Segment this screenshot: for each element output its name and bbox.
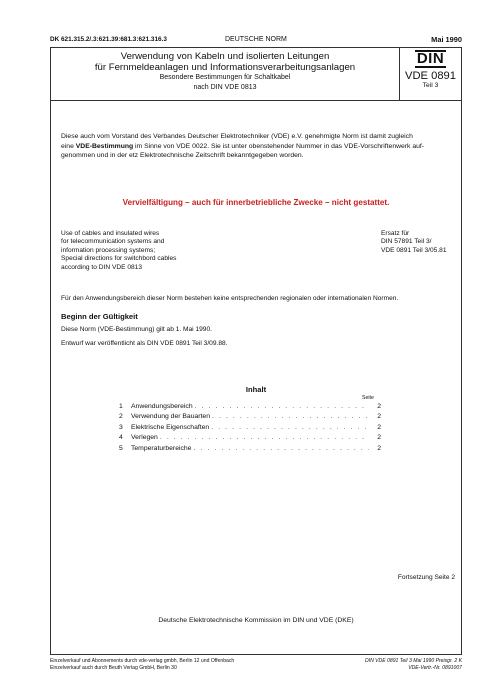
document-title-block bbox=[51, 51, 399, 92]
title-divider-horizontal bbox=[51, 100, 461, 101]
toc-entry[interactable] bbox=[119, 433, 381, 443]
toc-entry-number: 3 bbox=[119, 423, 123, 431]
replacement-line: DIN 57891 Teil 3/ bbox=[381, 238, 432, 246]
draft-note: Entwurf war veröffentlicht als DIN VDE 0891 Teil 3/09.88. bbox=[61, 340, 228, 347]
english-title-line: information processing systems; bbox=[61, 246, 156, 254]
toc-leader-dots bbox=[211, 423, 369, 433]
toc-entry-page: 2 bbox=[377, 444, 381, 452]
english-title-line: for telecommunication systems and bbox=[61, 238, 165, 246]
subtitle-line-2: nach DIN VDE 0813 bbox=[193, 83, 257, 91]
footer-right-line-2: VDE-Vertr.-Nr. 0891007 bbox=[408, 664, 462, 671]
replacement-line: VDE 0891 Teil 3/05.81 bbox=[381, 246, 447, 254]
toc-page-header: Seite bbox=[362, 395, 374, 401]
title-line-1: Verwendung von Kabeln und isolierten Leitungen bbox=[120, 51, 330, 62]
standard-number: VDE 0891 bbox=[405, 70, 456, 82]
table-of-contents bbox=[119, 402, 381, 454]
toc-entry-label: Anwendungsbereich bbox=[131, 403, 193, 410]
vde-bestimmung-term: VDE-Bestimmung bbox=[75, 142, 134, 150]
toc-entry-page: 2 bbox=[377, 403, 381, 410]
reproduction-notice: Vervielfältigung – auch für innerbetriebliche Zwecke – nicht gestattet. bbox=[122, 198, 390, 207]
english-title-line: according to DIN VDE 0813 bbox=[61, 263, 142, 271]
toc-entry-page: 2 bbox=[377, 423, 381, 431]
footer-price-info bbox=[365, 658, 462, 672]
intro-line-1: Diese auch vom Vorstand des Verbandes Deutscher Elektrotechniker (VDE) e.V. genehmigte Norm ist damit zugleich bbox=[61, 133, 413, 140]
toc-entry-page: 2 bbox=[377, 413, 381, 421]
header-meta-line bbox=[50, 35, 462, 47]
footer-right-line-1: DIN VDE 0891 Teil 3 Mai 1990 Preisgr. 2 K bbox=[364, 658, 462, 664]
toc-leader-dots bbox=[212, 412, 369, 422]
footer-sales-info bbox=[50, 658, 234, 672]
commission-name: Deutsche Elektrotechnische Kommission im DIN und VDE (DKE) bbox=[158, 617, 354, 624]
toc-entry-label: Elektrische Eigenschaften bbox=[131, 423, 210, 431]
intro-paragraph bbox=[61, 132, 456, 161]
toc-leader-dots bbox=[193, 444, 369, 454]
publication-date: Mai 1990 bbox=[431, 35, 462, 44]
intro-line-2-prefix: eine bbox=[61, 142, 76, 150]
toc-entry[interactable] bbox=[119, 423, 381, 433]
english-title-line: Use of cables and insulated wires bbox=[61, 230, 160, 237]
validity-heading: Beginn der Gültigkeit bbox=[61, 312, 138, 321]
document-frame bbox=[50, 47, 462, 655]
intro-line-2-rest: im Sinne von VDE 0022. Sie ist unter obenstehender Nummer in das VDE-Vorschriftenwerk auf- bbox=[133, 142, 425, 150]
standard-part: Teil 3 bbox=[422, 82, 439, 89]
toc-entry-label: Verlegen bbox=[131, 434, 158, 442]
footer-left-line-1: Einzelverkauf und Abonnements durch vde-verlag gmbh, Berlin 12 und Offenbach bbox=[50, 658, 235, 664]
toc-leader-dots bbox=[160, 433, 369, 443]
norm-type: DEUTSCHE NORM bbox=[225, 36, 287, 43]
scope-note: Für den Anwendungsbereich dieser Norm bestehen keine entsprechenden regionalen oder internationalen Normen. bbox=[61, 295, 399, 302]
title-line-2: für Fernmeldeanlagen und Informationsverarbeitungsanlagen bbox=[94, 62, 356, 73]
replacement-line: Ersatz für bbox=[381, 230, 410, 237]
footer-left-line-2: Einzelverkauf auch durch Beuth Verlag GmbH, Berlin 30 bbox=[50, 664, 177, 671]
subtitle-line-1: Besondere Bestimmungen für Schaltkabel bbox=[159, 74, 291, 81]
intro-line-2 bbox=[61, 142, 456, 152]
toc-entry[interactable] bbox=[119, 402, 381, 412]
toc-entry-label: Verwendung der Bauarten bbox=[131, 413, 210, 421]
replacement-note bbox=[381, 230, 461, 255]
din-logo: DIN bbox=[416, 50, 445, 67]
toc-title: Inhalt bbox=[245, 385, 267, 394]
toc-entry-number: 4 bbox=[119, 434, 123, 442]
dk-classification: DK 621.315.2/.3:621.39:681.3:621.316.3 bbox=[50, 36, 167, 43]
toc-entry[interactable] bbox=[119, 412, 381, 422]
toc-entry-number: 5 bbox=[119, 444, 123, 452]
intro-line-3: genommen und in der etz Elektrotechnische Zeitschrift bekanntgegeben worden. bbox=[61, 152, 304, 160]
continuation-note: Fortsetzung Seite 2 bbox=[397, 574, 455, 581]
toc-entry-number: 2 bbox=[119, 413, 123, 421]
english-title-line: Special directions for switchbord cables bbox=[61, 255, 177, 263]
toc-entry-label: Temperaturbereiche bbox=[131, 444, 192, 452]
toc-entry-page: 2 bbox=[377, 434, 381, 442]
toc-leader-dots bbox=[195, 402, 369, 412]
validity-date: Diese Norm (VDE-Bestimmung) gilt ab 1. Mai 1990. bbox=[61, 326, 212, 333]
din-designation bbox=[400, 49, 461, 90]
english-title bbox=[61, 230, 281, 272]
toc-entry-number: 1 bbox=[119, 403, 123, 410]
toc-entry[interactable] bbox=[119, 444, 381, 454]
